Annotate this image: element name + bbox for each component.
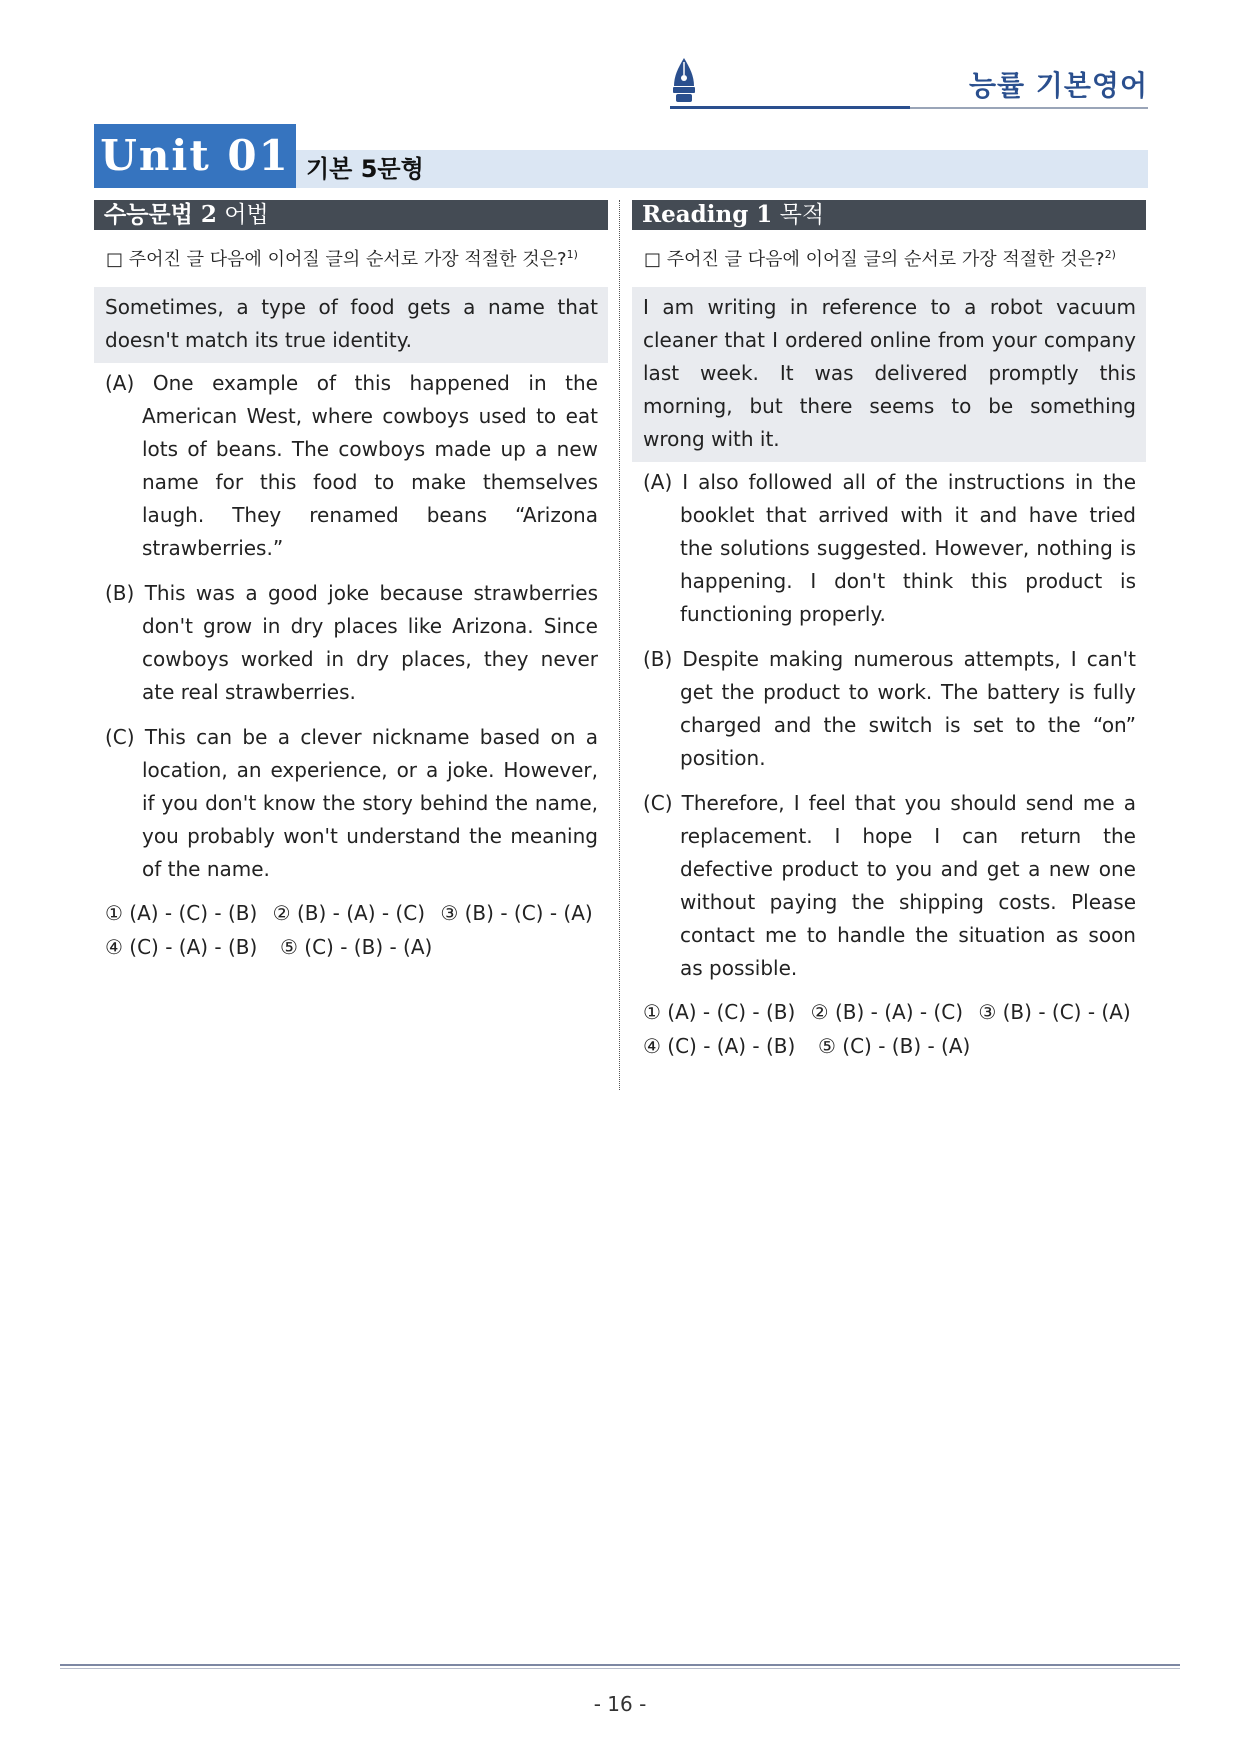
- right-given-passage: I am writing in reference to a robot vacuum cleaner that I ordered online from your company last week. It was delivered promptly this morning, but there seems to be something wrong with it.: [632, 287, 1146, 462]
- right-choice-5[interactable]: ⑤ (C) - (B) - (A): [818, 1034, 971, 1058]
- right-paragraph-c: (C) Therefore, I feel that you should send me a replacement. I hope I can return the defective product to you and get a new one without paying the shipping costs. Please contact me to handle the situation as soon as possible.: [643, 791, 1136, 980]
- left-question: [94, 242, 608, 273]
- left-section-ko: 어법: [216, 202, 269, 228]
- page-number: - 16 -: [593, 1692, 647, 1716]
- left-paragraph-a: (A) One example of this happened in the American West, where cowboys used to eat lots of beans. The cowboys made up a new name for this food to make themselves laugh. They renamed beans “Arizona strawberries.”: [105, 371, 598, 560]
- right-answer-choices: [632, 995, 1146, 1063]
- right-question-text: □ 주어진 글 다음에 이어질 글의 순서로 가장 적절한 것은?: [644, 249, 1105, 270]
- column-divider: [619, 200, 620, 1090]
- right-footnote-marker: 2): [1104, 248, 1116, 261]
- unit-subtitle-bar: [296, 150, 1148, 188]
- left-paragraph-b: (B) This was a good joke because strawberries don't grow in dry places like Arizona. Since cowboys worked in dry places, they never ate real strawberries.: [105, 581, 598, 704]
- unit-label: Unit 01: [94, 124, 296, 188]
- right-section-en: Reading 1: [642, 201, 773, 228]
- right-paragraph-a: (A) I also followed all of the instructions in the booklet that arrived with it and have tried the solutions suggested. However, nothing is happening. I don't think this product is functioning properly.: [643, 470, 1136, 626]
- left-given-passage: Sometimes, a type of food gets a name that doesn't match its true identity.: [94, 287, 608, 363]
- left-footnote-marker: 1): [566, 248, 578, 261]
- right-column: [632, 200, 1146, 1063]
- left-section-header: [94, 200, 608, 230]
- footer-rule-thin: [60, 1668, 1180, 1669]
- right-section-ko: 목적: [772, 202, 825, 228]
- left-choice-4[interactable]: ④ (C) - (A) - (B): [105, 935, 258, 959]
- left-question-text: □ 주어진 글 다음에 이어질 글의 순서로 가장 적절한 것은?: [106, 249, 567, 270]
- right-paragraph-b: (B) Despite making numerous attempts, I can't get the product to work. The battery is fully charged and the switch is set to the “on” position.: [643, 647, 1136, 770]
- unit-subtitle: 기본 5문형: [306, 155, 424, 183]
- right-choice-3[interactable]: ③ (B) - (C) - (A): [978, 1000, 1131, 1024]
- left-choice-2[interactable]: ② (B) - (A) - (C): [272, 901, 426, 925]
- right-question: [632, 242, 1146, 273]
- header-rule-light: [910, 107, 1148, 109]
- left-choice-1[interactable]: ① (A) - (C) - (B): [105, 901, 258, 925]
- right-choice-2[interactable]: ② (B) - (A) - (C): [810, 1000, 964, 1024]
- brand-title: 능률 기본영어: [968, 69, 1148, 102]
- left-choice-3[interactable]: ③ (B) - (C) - (A): [440, 901, 593, 925]
- right-section-header: [632, 200, 1146, 230]
- header-rule-dark: [670, 106, 910, 109]
- right-choice-4[interactable]: ④ (C) - (A) - (B): [643, 1034, 796, 1058]
- footer-rule: [60, 1664, 1180, 1666]
- fountain-pen-icon: [668, 56, 700, 106]
- left-section-en: 수능문법 2: [104, 201, 217, 228]
- left-paragraph-c: (C) This can be a clever nickname based on a location, an experience, or a joke. However, if you don't know the story behind the name, you probably won't understand the meaning of the name.: [105, 725, 598, 881]
- right-choice-1[interactable]: ① (A) - (C) - (B): [643, 1000, 796, 1024]
- left-choice-5[interactable]: ⑤ (C) - (B) - (A): [280, 935, 433, 959]
- left-answer-choices: [94, 896, 608, 964]
- left-column: [94, 200, 608, 964]
